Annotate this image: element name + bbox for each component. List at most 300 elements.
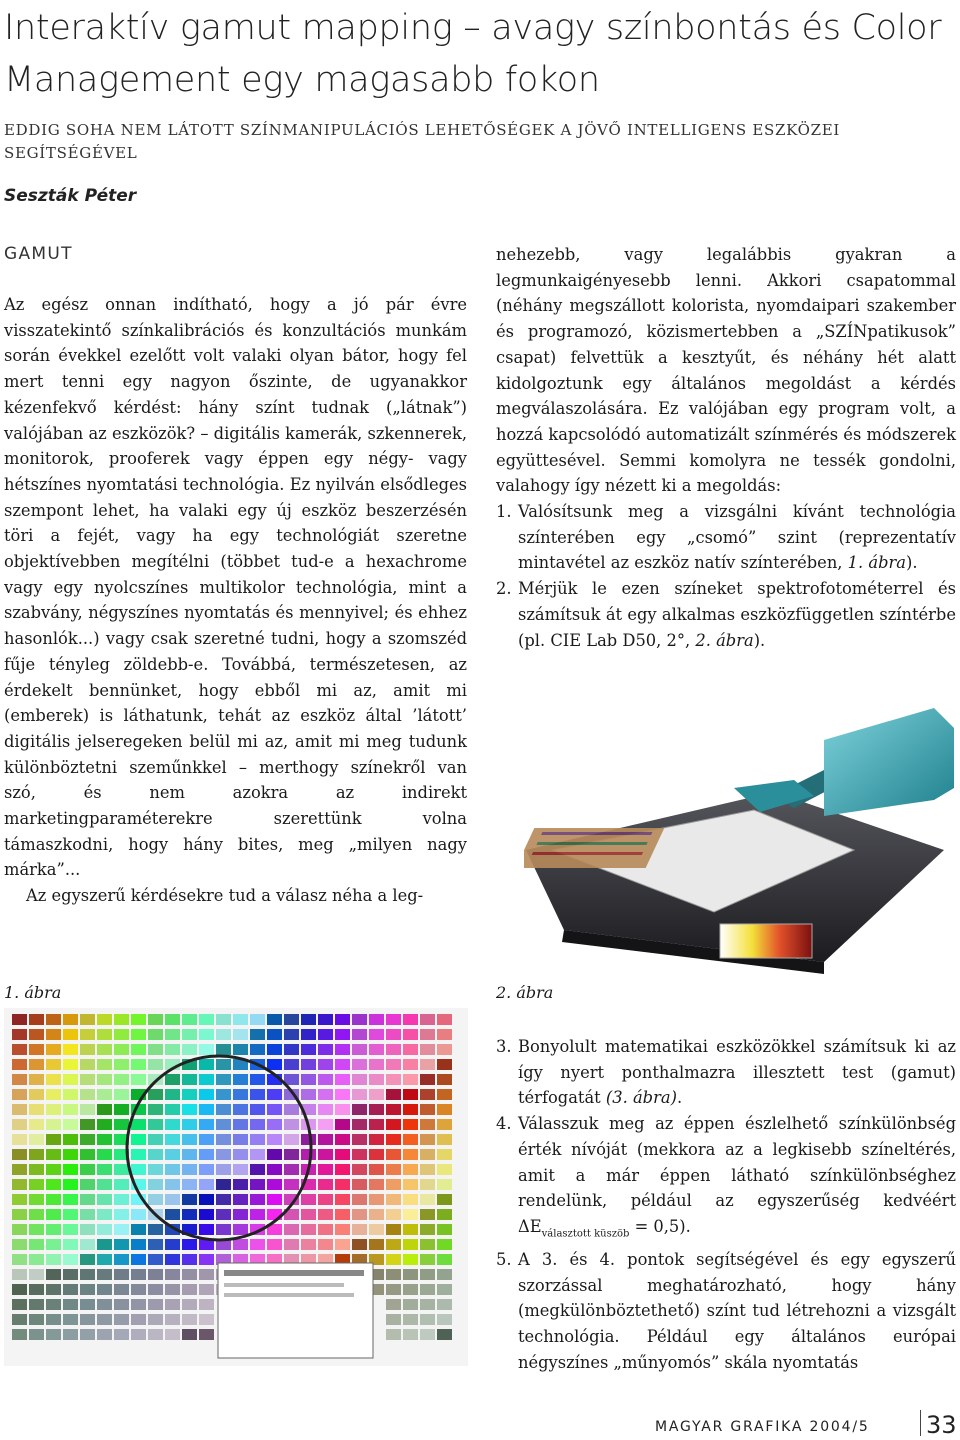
color-patch bbox=[352, 1119, 367, 1130]
color-patch bbox=[318, 1029, 333, 1040]
page-number: 33 bbox=[926, 1411, 957, 1439]
color-patch bbox=[216, 1179, 231, 1190]
color-patch bbox=[420, 1299, 435, 1310]
numbered-list bbox=[496, 1034, 956, 1375]
color-patch bbox=[335, 1164, 350, 1175]
color-patch bbox=[318, 1074, 333, 1085]
color-patch bbox=[114, 1044, 129, 1055]
color-patch bbox=[131, 1029, 146, 1040]
color-patch bbox=[301, 1149, 316, 1160]
color-patch bbox=[335, 1089, 350, 1100]
color-patch bbox=[335, 1239, 350, 1250]
color-patch bbox=[216, 1029, 231, 1040]
figure-caption: 2. ábra bbox=[496, 983, 554, 1002]
color-patch bbox=[318, 1104, 333, 1115]
color-patch bbox=[386, 1224, 401, 1235]
color-patch bbox=[12, 1314, 27, 1325]
color-patch bbox=[437, 1119, 452, 1130]
color-patch bbox=[80, 1164, 95, 1175]
color-patch bbox=[29, 1209, 44, 1220]
color-patch bbox=[301, 1134, 316, 1145]
color-patch bbox=[216, 1194, 231, 1205]
color-patch bbox=[165, 1329, 180, 1340]
color-patch bbox=[29, 1044, 44, 1055]
color-patch bbox=[386, 1089, 401, 1100]
color-patch bbox=[437, 1224, 452, 1235]
footer-divider bbox=[920, 1410, 921, 1436]
color-patch bbox=[233, 1149, 248, 1160]
color-patch bbox=[12, 1029, 27, 1040]
color-patch bbox=[114, 1284, 129, 1295]
color-patch bbox=[437, 1134, 452, 1145]
color-patch bbox=[165, 1119, 180, 1130]
color-patch bbox=[148, 1254, 163, 1265]
color-patch bbox=[97, 1194, 112, 1205]
color-patch bbox=[97, 1299, 112, 1310]
color-patch bbox=[250, 1014, 265, 1025]
color-patch bbox=[114, 1119, 129, 1130]
color-patch bbox=[420, 1059, 435, 1070]
color-patch bbox=[97, 1164, 112, 1175]
color-patch bbox=[369, 1194, 384, 1205]
color-patch bbox=[80, 1194, 95, 1205]
text-column-left bbox=[4, 292, 467, 909]
color-patch bbox=[267, 1044, 282, 1055]
color-patch bbox=[233, 1014, 248, 1025]
color-patch bbox=[403, 1299, 418, 1310]
color-patch bbox=[250, 1164, 265, 1175]
color-patch bbox=[29, 1314, 44, 1325]
color-patch bbox=[97, 1209, 112, 1220]
color-patch bbox=[46, 1089, 61, 1100]
color-patch bbox=[131, 1164, 146, 1175]
color-patch bbox=[165, 1104, 180, 1115]
color-patch bbox=[301, 1014, 316, 1025]
color-patch bbox=[250, 1029, 265, 1040]
color-patch bbox=[420, 1329, 435, 1340]
color-patch bbox=[80, 1179, 95, 1190]
color-patch bbox=[114, 1254, 129, 1265]
color-patch bbox=[369, 1179, 384, 1190]
figure-reference: 1. ábra bbox=[847, 553, 906, 573]
color-patch bbox=[301, 1074, 316, 1085]
color-patch bbox=[403, 1329, 418, 1340]
color-patch bbox=[284, 1134, 299, 1145]
color-patch bbox=[97, 1149, 112, 1160]
color-patch bbox=[199, 1314, 214, 1325]
color-patch bbox=[318, 1164, 333, 1175]
color-patch bbox=[131, 1134, 146, 1145]
color-patch bbox=[165, 1179, 180, 1190]
color-patch bbox=[284, 1104, 299, 1115]
color-patch bbox=[182, 1269, 197, 1280]
color-patch bbox=[335, 1134, 350, 1145]
color-patch bbox=[267, 1134, 282, 1145]
color-patch bbox=[199, 1074, 214, 1085]
color-patch bbox=[29, 1239, 44, 1250]
color-patch bbox=[63, 1044, 78, 1055]
color-patch bbox=[318, 1119, 333, 1130]
color-patch bbox=[369, 1074, 384, 1085]
color-patch bbox=[369, 1059, 384, 1070]
color-patch bbox=[420, 1074, 435, 1085]
color-patch bbox=[233, 1134, 248, 1145]
color-patch bbox=[63, 1089, 78, 1100]
color-patch bbox=[352, 1014, 367, 1025]
list-number: 1. bbox=[496, 502, 512, 522]
color-patch bbox=[216, 1104, 231, 1115]
color-patch bbox=[267, 1194, 282, 1205]
color-patch bbox=[233, 1104, 248, 1115]
color-patch bbox=[233, 1044, 248, 1055]
color-patch bbox=[267, 1239, 282, 1250]
color-patch bbox=[233, 1224, 248, 1235]
color-patch bbox=[97, 1269, 112, 1280]
color-patch bbox=[403, 1179, 418, 1190]
color-patch bbox=[403, 1119, 418, 1130]
color-patch bbox=[114, 1164, 129, 1175]
color-patch bbox=[148, 1179, 163, 1190]
color-patch bbox=[403, 1209, 418, 1220]
color-patch bbox=[12, 1014, 27, 1025]
color-patch bbox=[80, 1284, 95, 1295]
color-patch bbox=[182, 1134, 197, 1145]
list-text: Valósítsunk meg a vizsgálni kívánt technológia színterében egy „csomó” szint (reprezentatív mintavétel az eszköz natív színterében, bbox=[518, 502, 956, 573]
color-patch bbox=[182, 1044, 197, 1055]
paragraph: Az egész onnan indítható, hogy a jó pár évre visszatekintő színkalibrációs és konzultációs munkám során évekkel ezelőtt volt valaki olyan bátor, hogy fel mert tenni egy nagyon őszinte, de ugyanakkor kézenfekvő kérdést: hány színt tudnak („látnak”) valójában az eszközök? – digitális kamerák, szkennerek, monitorok, prooferek vagy éppen egy négy- vagy hétszínes nyomtatási technológia. Ez nyilván elsődleges szempont lehet, ha valaki egy új eszköz beszerzésén töri a fejét, vagy ha egy technológiát szeretne objektívebben megítélni (többet tud-e a hexachrome vagy egy nyolcszínes multikolor technológia, mint a szabvány, négyszínes nyomtatás és mennyivel; és ehhez hasonlók...) vagy csak szeretné tudni, hogy a szomszéd fűje tényleg zöldebb-e. Továbbá, természetesen, az érdekelt bennünket, hogy ebből mi az, amit mi (emberek) is láthatunk, tehát az eszköz által ’látott’ digitális jelseregeken belül mi az, amit mi meg tudunk különböztetni szeműnkkel – merthogy színekről van szó, és nem azokra az indirekt marketingparaméterekre szerettünk volna támaszkodni, hogy hány bites, meg „milyen nagy márka”... bbox=[4, 295, 467, 880]
color-patch bbox=[80, 1029, 95, 1040]
color-patch bbox=[301, 1029, 316, 1040]
color-patch bbox=[114, 1014, 129, 1025]
color-patch bbox=[318, 1179, 333, 1190]
color-patch bbox=[420, 1239, 435, 1250]
color-patch bbox=[131, 1074, 146, 1085]
chart-info-box bbox=[218, 1263, 373, 1358]
color-patch bbox=[403, 1014, 418, 1025]
color-patch bbox=[80, 1209, 95, 1220]
article-subtitle: EDDIG SOHA NEM LÁTOTT SZÍNMANIPULÁCIÓS LEHETŐSÉGEK A JÖVŐ INTELLIGENS ESZKÖZEI SEGÍTSÉGÉVEL bbox=[4, 121, 840, 162]
color-patch bbox=[12, 1254, 27, 1265]
text-column-right bbox=[496, 242, 956, 653]
color-patch bbox=[369, 1104, 384, 1115]
color-patch bbox=[420, 1149, 435, 1160]
color-patch bbox=[148, 1299, 163, 1310]
color-patch bbox=[182, 1254, 197, 1265]
color-patch bbox=[131, 1284, 146, 1295]
color-patch bbox=[114, 1269, 129, 1280]
color-patch bbox=[318, 1239, 333, 1250]
color-patch bbox=[63, 1269, 78, 1280]
color-patch bbox=[199, 1209, 214, 1220]
color-patch bbox=[386, 1149, 401, 1160]
color-patch bbox=[352, 1059, 367, 1070]
color-patch bbox=[386, 1014, 401, 1025]
color-patch bbox=[165, 1299, 180, 1310]
color-patch bbox=[46, 1224, 61, 1235]
text-column-right-lower bbox=[496, 1034, 956, 1375]
color-patch bbox=[199, 1179, 214, 1190]
color-patch bbox=[131, 1014, 146, 1025]
color-patch bbox=[46, 1329, 61, 1340]
color-patch bbox=[46, 1044, 61, 1055]
color-patch bbox=[369, 1149, 384, 1160]
color-patch bbox=[352, 1029, 367, 1040]
color-patch bbox=[369, 1119, 384, 1130]
color-patch bbox=[403, 1284, 418, 1295]
color-patch bbox=[148, 1104, 163, 1115]
color-patch bbox=[233, 1089, 248, 1100]
color-patch bbox=[165, 1134, 180, 1145]
color-patch bbox=[199, 1119, 214, 1130]
color-patch bbox=[369, 1164, 384, 1175]
color-patch bbox=[182, 1239, 197, 1250]
color-patch bbox=[131, 1239, 146, 1250]
color-patch bbox=[114, 1104, 129, 1115]
color-patch bbox=[216, 1074, 231, 1085]
color-patch bbox=[301, 1059, 316, 1070]
color-patch bbox=[46, 1074, 61, 1085]
color-patch bbox=[267, 1029, 282, 1040]
color-patch bbox=[233, 1119, 248, 1130]
figure-reference: 2. ábra bbox=[695, 630, 754, 650]
color-patch bbox=[182, 1014, 197, 1025]
color-patch bbox=[318, 1134, 333, 1145]
color-patch bbox=[63, 1074, 78, 1085]
color-patch bbox=[182, 1104, 197, 1115]
color-patch bbox=[216, 1119, 231, 1130]
color-patch bbox=[199, 1284, 214, 1295]
color-patch bbox=[148, 1149, 163, 1160]
color-patch bbox=[318, 1209, 333, 1220]
color-patch bbox=[63, 1179, 78, 1190]
color-patch bbox=[97, 1044, 112, 1055]
color-patch bbox=[148, 1059, 163, 1070]
color-patch bbox=[199, 1224, 214, 1235]
color-patch bbox=[335, 1179, 350, 1190]
color-patch bbox=[403, 1239, 418, 1250]
color-patch bbox=[216, 1224, 231, 1235]
color-patch bbox=[301, 1239, 316, 1250]
color-patch bbox=[216, 1149, 231, 1160]
color-patch bbox=[437, 1074, 452, 1085]
color-patch bbox=[420, 1029, 435, 1040]
color-patch bbox=[250, 1074, 265, 1085]
color-patch bbox=[29, 1119, 44, 1130]
color-patch bbox=[165, 1209, 180, 1220]
color-patch bbox=[97, 1179, 112, 1190]
list-item bbox=[496, 499, 956, 576]
color-patch bbox=[80, 1074, 95, 1085]
color-patch bbox=[46, 1299, 61, 1310]
color-patch bbox=[403, 1134, 418, 1145]
color-patch bbox=[80, 1149, 95, 1160]
color-patch bbox=[301, 1089, 316, 1100]
color-patch bbox=[12, 1164, 27, 1175]
color-patch bbox=[420, 1104, 435, 1115]
color-patch bbox=[352, 1179, 367, 1190]
color-patch bbox=[165, 1149, 180, 1160]
color-patch bbox=[216, 1089, 231, 1100]
color-patch bbox=[386, 1194, 401, 1205]
color-patch bbox=[420, 1164, 435, 1175]
color-patch bbox=[114, 1194, 129, 1205]
color-patch bbox=[284, 1029, 299, 1040]
color-patch bbox=[29, 1164, 44, 1175]
color-patch bbox=[114, 1329, 129, 1340]
subscript: választott küszöb bbox=[541, 1228, 630, 1240]
color-patch bbox=[335, 1149, 350, 1160]
color-patch bbox=[267, 1119, 282, 1130]
color-patch bbox=[403, 1104, 418, 1115]
color-patch bbox=[437, 1089, 452, 1100]
color-patch bbox=[216, 1164, 231, 1175]
color-patch bbox=[29, 1254, 44, 1265]
color-patch bbox=[29, 1194, 44, 1205]
color-patch bbox=[420, 1194, 435, 1205]
color-patch bbox=[46, 1314, 61, 1325]
color-patch bbox=[250, 1134, 265, 1145]
color-patch bbox=[148, 1164, 163, 1175]
color-patch bbox=[437, 1059, 452, 1070]
color-patch bbox=[114, 1239, 129, 1250]
color-patch bbox=[352, 1209, 367, 1220]
color-patch bbox=[97, 1119, 112, 1130]
color-patch bbox=[97, 1284, 112, 1295]
color-patch bbox=[165, 1314, 180, 1325]
color-patch bbox=[63, 1329, 78, 1340]
color-patch bbox=[97, 1224, 112, 1235]
color-patch bbox=[80, 1269, 95, 1280]
color-patch bbox=[437, 1014, 452, 1025]
color-patch bbox=[12, 1104, 27, 1115]
color-patch bbox=[403, 1149, 418, 1160]
list-item bbox=[496, 1111, 956, 1247]
color-patch bbox=[97, 1239, 112, 1250]
color-patch bbox=[199, 1164, 214, 1175]
color-patch bbox=[46, 1149, 61, 1160]
color-patch bbox=[335, 1059, 350, 1070]
color-patch bbox=[182, 1074, 197, 1085]
color-patch bbox=[267, 1149, 282, 1160]
color-patch bbox=[420, 1254, 435, 1265]
color-patch bbox=[352, 1074, 367, 1085]
color-patch bbox=[403, 1314, 418, 1325]
color-patch bbox=[437, 1314, 452, 1325]
color-patch bbox=[131, 1209, 146, 1220]
color-patch bbox=[131, 1269, 146, 1280]
color-patch bbox=[335, 1104, 350, 1115]
color-patch bbox=[369, 1044, 384, 1055]
color-patch bbox=[63, 1119, 78, 1130]
color-patch bbox=[386, 1299, 401, 1310]
color-patch bbox=[250, 1149, 265, 1160]
color-patch bbox=[233, 1209, 248, 1220]
color-patch bbox=[267, 1164, 282, 1175]
color-patch bbox=[284, 1059, 299, 1070]
color-patch bbox=[148, 1044, 163, 1055]
color-patch bbox=[114, 1314, 129, 1325]
color-patch bbox=[420, 1014, 435, 1025]
color-patch bbox=[12, 1299, 27, 1310]
color-patch bbox=[250, 1104, 265, 1115]
color-patch bbox=[80, 1059, 95, 1070]
list-item bbox=[496, 1247, 956, 1376]
color-patch bbox=[46, 1134, 61, 1145]
color-patch bbox=[437, 1254, 452, 1265]
color-patch bbox=[165, 1014, 180, 1025]
color-patch bbox=[131, 1149, 146, 1160]
color-patch bbox=[386, 1104, 401, 1115]
color-patch bbox=[46, 1059, 61, 1070]
color-patch bbox=[63, 1164, 78, 1175]
color-patch bbox=[80, 1329, 95, 1340]
color-patch bbox=[80, 1314, 95, 1325]
color-patch bbox=[165, 1029, 180, 1040]
color-patch bbox=[403, 1059, 418, 1070]
color-patch bbox=[284, 1014, 299, 1025]
color-patch bbox=[335, 1119, 350, 1130]
color-patch bbox=[148, 1224, 163, 1235]
color-patch bbox=[369, 1134, 384, 1145]
color-patch bbox=[199, 1044, 214, 1055]
color-patch bbox=[12, 1044, 27, 1055]
color-patch bbox=[352, 1044, 367, 1055]
color-patch bbox=[403, 1044, 418, 1055]
color-patch bbox=[352, 1239, 367, 1250]
color-patch bbox=[386, 1059, 401, 1070]
color-patch bbox=[12, 1239, 27, 1250]
color-patch bbox=[199, 1104, 214, 1115]
color-patch bbox=[284, 1224, 299, 1235]
color-patch bbox=[165, 1164, 180, 1175]
color-patch bbox=[148, 1089, 163, 1100]
color-patch bbox=[165, 1044, 180, 1055]
figure-caption: 1. ábra bbox=[4, 983, 62, 1002]
color-patch bbox=[97, 1329, 112, 1340]
color-patch bbox=[148, 1014, 163, 1025]
color-patch bbox=[80, 1089, 95, 1100]
figure-reference: (3. ábra) bbox=[605, 1088, 677, 1108]
color-patch bbox=[369, 1224, 384, 1235]
color-patch bbox=[63, 1254, 78, 1265]
color-patch bbox=[46, 1284, 61, 1295]
color-patch bbox=[131, 1119, 146, 1130]
color-patch bbox=[216, 1209, 231, 1220]
color-patch bbox=[148, 1029, 163, 1040]
color-patch bbox=[148, 1134, 163, 1145]
color-patch bbox=[386, 1314, 401, 1325]
section-heading: GAMUT bbox=[4, 244, 73, 264]
color-patch bbox=[63, 1194, 78, 1205]
color-patch bbox=[182, 1209, 197, 1220]
color-patch bbox=[318, 1059, 333, 1070]
color-patch bbox=[114, 1209, 129, 1220]
color-patch bbox=[250, 1119, 265, 1130]
list-text: Válasszuk meg az éppen észlelhető színkülönbség érték nívóját (mekkora az a legkisebb színeltérés, amit a már éppen látható színkülönbséghez rendelünk, például az egyszerűség kedvéért ΔE bbox=[518, 1114, 956, 1236]
color-patch bbox=[131, 1329, 146, 1340]
list-text: . bbox=[676, 1088, 683, 1108]
color-patch bbox=[182, 1089, 197, 1100]
list-number: 4. bbox=[496, 1114, 512, 1134]
article-title: Interaktív gamut mapping – avagy színbontás és Color Management egy magasabb fokon bbox=[4, 8, 942, 100]
color-patch bbox=[12, 1224, 27, 1235]
color-patch bbox=[63, 1149, 78, 1160]
color-patch bbox=[114, 1074, 129, 1085]
color-patch bbox=[63, 1299, 78, 1310]
color-patch bbox=[199, 1014, 214, 1025]
color-patch bbox=[216, 1059, 231, 1070]
color-patch bbox=[437, 1149, 452, 1160]
